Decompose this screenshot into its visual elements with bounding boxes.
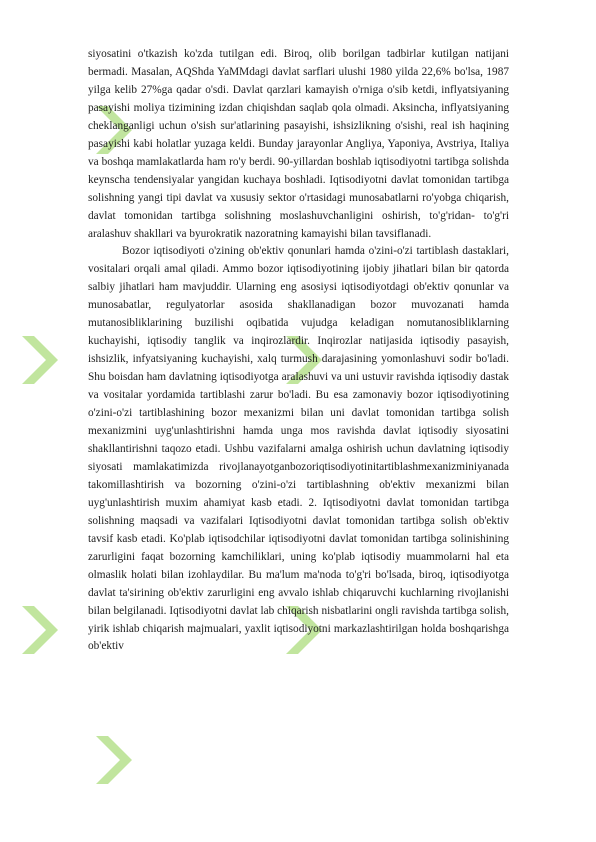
- paragraph: Bozor iqtisodiyoti o'zining ob'ektiv qonunlari hamda o'zini-o'zi tartiblash dastaklari, vositalari orqali amal qiladi. Ammo bozor iqtisodiyotining ijobiy jihatlari bilan bir qatorda salbiy jihatlari ham mavjuddir. Ularning eng asosiysi iqtisodiyotdagi ob'ektiv qonunlar va munosabatlar, regulyatorlar asosida shakllanadigan bozor muvozanati hamda mutanosibliklarining buzilishi oqibatida vujudga keladigan nomutanosibliklarning kuchayishi, iqtisodiy tanglik va inqirozlardir. Inqirozlar natijasida iqtisodiy pasayish, ishsizlik, infyatsiyaning kuchayishi, xalq turmush darajasining yomonlashuvi sodir bo'ladi. Shu boisdan ham davlatning iqtisodiyotga aralashuvi va uni ustuvir ravishda iqtisodiy dastak va vositalar yordamida tartiblashi zarur bo'ladi. Bu esa zamonaviy bozor iqtisodiyotining o'zini-o'zi tartiblashining bozor mexanizmi bilan uni davlat tomonidan tartibga solish mexanizmini uyg'unlashtirishni hamda unga mos ravishda davlat iqtisodiy siyosatini shakllantirishni taqozo etadi. Ushbu vazifalarni amalga oshirish uchun davlatning iqtisodiy siyosati mamlakatimizda rivojlanayotganbozoriqtisodiyotinitartiblashmexanizminiyanada takomillashtirish va bozorning o'zini-o'zi tartiblashning ob'ektiv mexanizmi bilan uyg'unlashtirish muxim ahamiyat kasb etadi. 2. Iqtisodiyotni davlat tomonidan tartibga solishning maqsadi va vazifalari Iqtisodiyotni davlat tomonidan tartibga solish ob'ektiv tavsif kasb etadi. Ko'plab iqtisodchilar iqtisodiyotni davlat tomonidan tartibga solinishining zarurligini faqat bozorning kamchiliklari, uning ko'plab iqtisodiy muammolarni hal eta olmaslik holati bilan izohlaydilar. Bu ma'lum ma'noda to'g'ri bo'lsada, biroq, iqtisodiyotga davlat ta'sirining ob'ektiv zarurligini eng avvalo ishlab chiqaruvchi kuchlarning rivojlanishi bilan belgilanadi. Iqtisodiyotni davlat lab chiqarish nisbatlarini ongli ravishda tartibga solish, yirik ishlab chiqarish majmualari, yaxlit iqtisodiyotni markazlashtirilgan holda boshqarishga ob'ektiv: [88, 245, 509, 653]
- paragraph: siyosatini o'tkazish ko'zda tutilgan edi. Biroq, olib borilgan tadbirlar kutilgan natijani bermadi. Masalan, AQShda YaMMdagi davlat sarflari ulushi 1980 yilda 22,6% bo'lsa, 1987 yilga kelib 27%ga qadar o'sdi. Davlat qarzlari kamayish o'rniga o'sib ketdi, inflyatsiyaning pasayishi moliya tizimining izdan chiqishdan saqlab qola olmadi. Aksincha, inflyatsiyaning cheklanganligi uchun o'sish sur'atlarining pasayishi, ishsizlikning o'sishi, real ish haqining pasayishi kabi holatlar yuzaga keldi. Bunday jarayonlar Angliya, Yaponiya, Avstriya, Italiya va boshqa mamlakatlarda ham ro'y berdi. 90-yillardan boshlab iqtisodiyotni tartibga solishda keynscha tendensiyalar yangidan kuchaya boshladi. Iqtisodiyotni davlat tomonidan tartibga solishning yangi tipi davlat va xususiy sektor o'rtasidagi munosabatlarni ro'yobga chiqarish, davlat tomonidan tartibga solishning moslashuvchanligini oshirish, to'g'ridan- to'g'ri aralashuv shakllari va byurokratik nazoratning kamayishi bilan tavsiflanadi.: [88, 48, 509, 240]
- document-body: [88, 46, 509, 656]
- watermark-arrow-icon: [14, 330, 74, 390]
- watermark-arrow-icon: [14, 600, 74, 660]
- watermark-arrow-icon: [88, 730, 148, 790]
